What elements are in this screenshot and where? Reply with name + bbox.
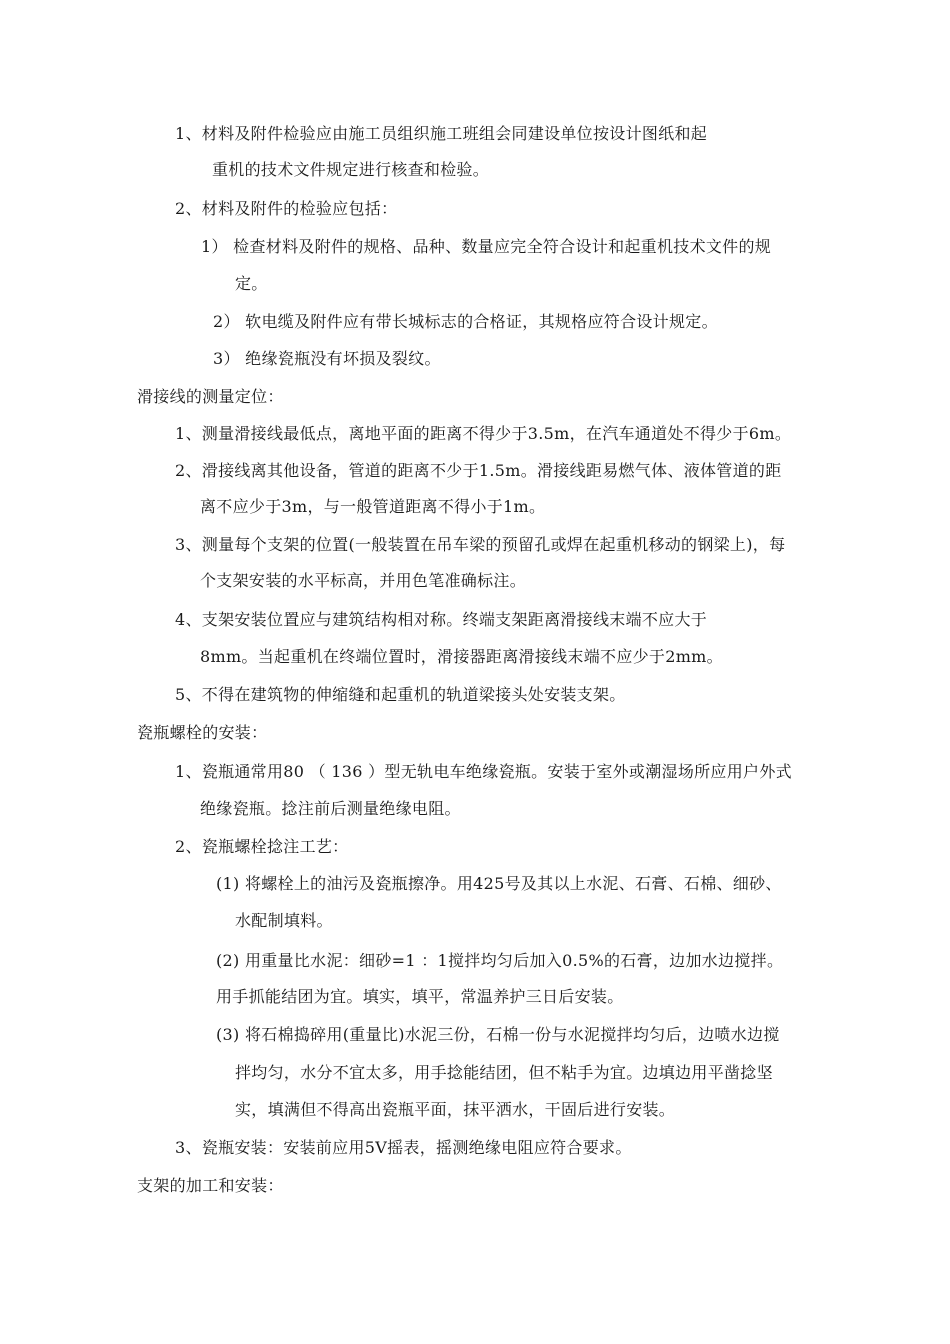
s2-item3-line2: 个支架安装的水平标高，并用色笔准确标注。 — [200, 571, 527, 590]
s3-item1-line1: 1、瓷瓶通常用80 （ 136 ）型无轨电车绝缘瓷瓶。安装于室外或潮湿场所应用户外式 — [175, 762, 792, 781]
s3-item1-line2: 绝缘瓷瓶。捻注前后测量绝缘电阻。 — [200, 799, 461, 818]
s1-item2: 2、材料及附件的检验应包括： — [175, 199, 398, 218]
s2-item4-line2: 8mm。当起重机在终端位置时，滑接器距离滑接线末端不应少于2mm。 — [200, 647, 723, 666]
s2-item4-line1: 4、支架安装位置应与建筑结构相对称。终端支架距离滑接线末端不应大于 — [175, 610, 708, 629]
s3-item3: 3、瓷瓶安装：安装前应用5V摇表，摇测绝缘电阻应符合要求。 — [175, 1138, 632, 1157]
s3-sub3-line1: (3) 将石棉捣碎用(重量比)水泥三份，石棉一份与水泥搅拌均匀后，边喷水边搅 — [216, 1025, 780, 1044]
s1-item1-line1: 1、材料及附件检验应由施工员组织施工班组会同建设单位按设计图纸和起 — [175, 124, 708, 143]
s1-sub1-line2: 定。 — [235, 274, 268, 293]
s2-item3-line1: 3、测量每个支架的位置(一般装置在吊车梁的预留孔或焊在起重机移动的钢梁上)，每 — [175, 535, 786, 554]
s3-heading: 瓷瓶螺栓的安装： — [137, 723, 268, 742]
s1-sub3: 3） 绝缘瓷瓶没有坏损及裂纹。 — [213, 349, 441, 368]
s3-item2: 2、瓷瓶螺栓捻注工艺： — [175, 837, 349, 856]
s1-item1-line2: 重机的技术文件规定进行核查和检验。 — [212, 160, 490, 179]
s2-heading: 滑接线的测量定位： — [137, 387, 284, 406]
s2-item1: 1、测量滑接线最低点，离地平面的距离不得少于3.5m，在汽车通道处不得少于6m。 — [175, 424, 792, 443]
s3-sub1-line1: (1) 将螺栓上的油污及瓷瓶擦净。用425号及其以上水泥、石膏、石棉、细砂、 — [216, 874, 782, 893]
s3-sub2-line1: (2) 用重量比水泥：细砂=1 ：1搅拌均匀后加入0.5%的石膏，边加水边搅拌。 — [216, 951, 784, 970]
s4-heading: 支架的加工和安装： — [137, 1176, 284, 1195]
s3-sub2-line2: 用手抓能结团为宜。填实，填平，常温养护三日后安装。 — [216, 987, 624, 1006]
s3-sub3-line3: 实，填满但不得高出瓷瓶平面，抹平洒水，干固后进行安装。 — [235, 1100, 676, 1119]
s2-item2-line2: 离不应少于3m，与一般管道距离不得小于1m。 — [200, 497, 546, 516]
s3-sub1-line2: 水配制填料。 — [235, 911, 333, 930]
s3-sub3-line2: 拌均匀，水分不宜太多，用手捻能结团，但不粘手为宜。边填边用平凿捻坚 — [235, 1063, 773, 1082]
s1-sub1-line1: 1） 检查材料及附件的规格、品种、数量应完全符合设计和起重机技术文件的规 — [201, 237, 772, 256]
s1-sub2: 2） 软电缆及附件应有带长城标志的合格证，其规格应符合设计规定。 — [213, 312, 718, 331]
s2-item2-line1: 2、滑接线离其他设备，管道的距离不少于1.5m。滑接线距易燃气体、液体管道的距 — [175, 461, 782, 480]
s2-item5: 5、不得在建筑物的伸缩缝和起重机的轨道梁接头处安装支架。 — [175, 685, 626, 704]
